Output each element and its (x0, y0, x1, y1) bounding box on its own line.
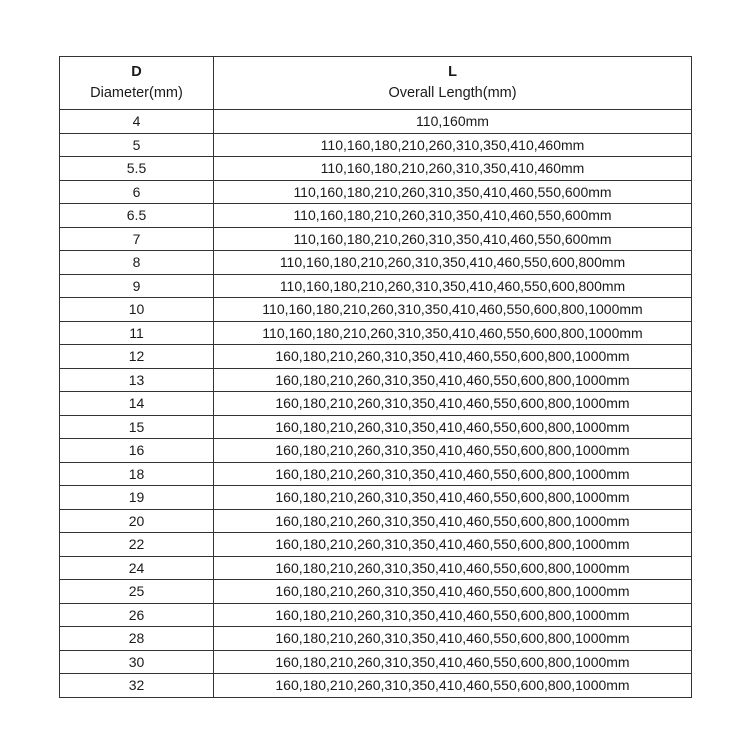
table-row (60, 439, 692, 463)
table-header (60, 57, 692, 110)
length-cell: 160,180,210,260,310,350,410,460,550,600,800,1000mm (214, 603, 692, 627)
length-cell: 160,180,210,260,310,350,410,460,550,600,800,1000mm (214, 509, 692, 533)
table-body (60, 110, 692, 698)
header-row (60, 57, 692, 110)
diameter-cell: 16 (60, 439, 214, 463)
diameter-cell: 4 (60, 110, 214, 134)
diameter-cell: 19 (60, 486, 214, 510)
size-table (59, 56, 692, 698)
table-row (60, 251, 692, 275)
table-row (60, 298, 692, 322)
length-cell: 160,180,210,260,310,350,410,460,550,600,800,1000mm (214, 462, 692, 486)
length-cell: 110,160,180,210,260,310,350,410,460,550,600mm (214, 227, 692, 251)
diameter-cell: 26 (60, 603, 214, 627)
length-cell: 160,180,210,260,310,350,410,460,550,600,800,1000mm (214, 556, 692, 580)
diameter-cell: 12 (60, 345, 214, 369)
length-cell: 110,160,180,210,260,310,350,410,460mm (214, 157, 692, 181)
table-row (60, 321, 692, 345)
table-row (60, 345, 692, 369)
diameter-cell: 25 (60, 580, 214, 604)
diameter-cell: 14 (60, 392, 214, 416)
length-cell: 110,160,180,210,260,310,350,410,460,550,600mm (214, 204, 692, 228)
diameter-code: D (131, 64, 142, 80)
table-row (60, 627, 692, 651)
table-row (60, 227, 692, 251)
diameter-cell: 20 (60, 509, 214, 533)
length-cell: 160,180,210,260,310,350,410,460,550,600,800,1000mm (214, 345, 692, 369)
table-row (60, 650, 692, 674)
table-row (60, 274, 692, 298)
table-row (60, 674, 692, 698)
diameter-cell: 9 (60, 274, 214, 298)
diameter-cell: 10 (60, 298, 214, 322)
table-row (60, 415, 692, 439)
table-row (60, 486, 692, 510)
length-cell: 110,160,180,210,260,310,350,410,460,550,600,800mm (214, 251, 692, 275)
length-cell: 160,180,210,260,310,350,410,460,550,600,800,1000mm (214, 533, 692, 557)
diameter-cell: 7 (60, 227, 214, 251)
length-cell: 160,180,210,260,310,350,410,460,550,600,800,1000mm (214, 486, 692, 510)
table-row (60, 133, 692, 157)
diameter-cell: 8 (60, 251, 214, 275)
length-cell: 160,180,210,260,310,350,410,460,550,600,800,1000mm (214, 368, 692, 392)
length-cell: 160,180,210,260,310,350,410,460,550,600,800,1000mm (214, 439, 692, 463)
diameter-cell: 5 (60, 133, 214, 157)
diameter-cell: 30 (60, 650, 214, 674)
diameter-label: Diameter(mm) (90, 85, 183, 101)
length-cell: 160,180,210,260,310,350,410,460,550,600,800,1000mm (214, 392, 692, 416)
diameter-cell: 28 (60, 627, 214, 651)
table-row (60, 368, 692, 392)
diameter-cell: 11 (60, 321, 214, 345)
diameter-header (60, 57, 214, 110)
length-cell: 110,160,180,210,260,310,350,410,460,550,600mm (214, 180, 692, 204)
table-row (60, 509, 692, 533)
length-cell: 110,160,180,210,260,310,350,410,460mm (214, 133, 692, 157)
length-cell: 160,180,210,260,310,350,410,460,550,600,800,1000mm (214, 674, 692, 698)
table-row (60, 204, 692, 228)
table-row (60, 533, 692, 557)
length-cell: 160,180,210,260,310,350,410,460,550,600,800,1000mm (214, 580, 692, 604)
diameter-cell: 15 (60, 415, 214, 439)
length-cell: 110,160mm (214, 110, 692, 134)
table-row (60, 180, 692, 204)
diameter-cell: 5.5 (60, 157, 214, 181)
length-cell: 160,180,210,260,310,350,410,460,550,600,800,1000mm (214, 650, 692, 674)
length-label: Overall Length(mm) (388, 85, 517, 101)
diameter-cell: 6.5 (60, 204, 214, 228)
length-cell: 110,160,180,210,260,310,350,410,460,550,600,800,1000mm (214, 321, 692, 345)
table-row (60, 580, 692, 604)
length-cell: 110,160,180,210,260,310,350,410,460,550,600,800,1000mm (214, 298, 692, 322)
table-row (60, 556, 692, 580)
table-row (60, 603, 692, 627)
length-code: L (448, 64, 457, 80)
table-row (60, 462, 692, 486)
length-cell: 160,180,210,260,310,350,410,460,550,600,800,1000mm (214, 415, 692, 439)
length-cell: 160,180,210,260,310,350,410,460,550,600,800,1000mm (214, 627, 692, 651)
table-row (60, 157, 692, 181)
table-row (60, 392, 692, 416)
table-row (60, 110, 692, 134)
diameter-cell: 6 (60, 180, 214, 204)
diameter-cell: 32 (60, 674, 214, 698)
diameter-cell: 13 (60, 368, 214, 392)
length-header (214, 57, 692, 110)
diameter-cell: 24 (60, 556, 214, 580)
length-cell: 110,160,180,210,260,310,350,410,460,550,600,800mm (214, 274, 692, 298)
diameter-cell: 22 (60, 533, 214, 557)
diameter-cell: 18 (60, 462, 214, 486)
